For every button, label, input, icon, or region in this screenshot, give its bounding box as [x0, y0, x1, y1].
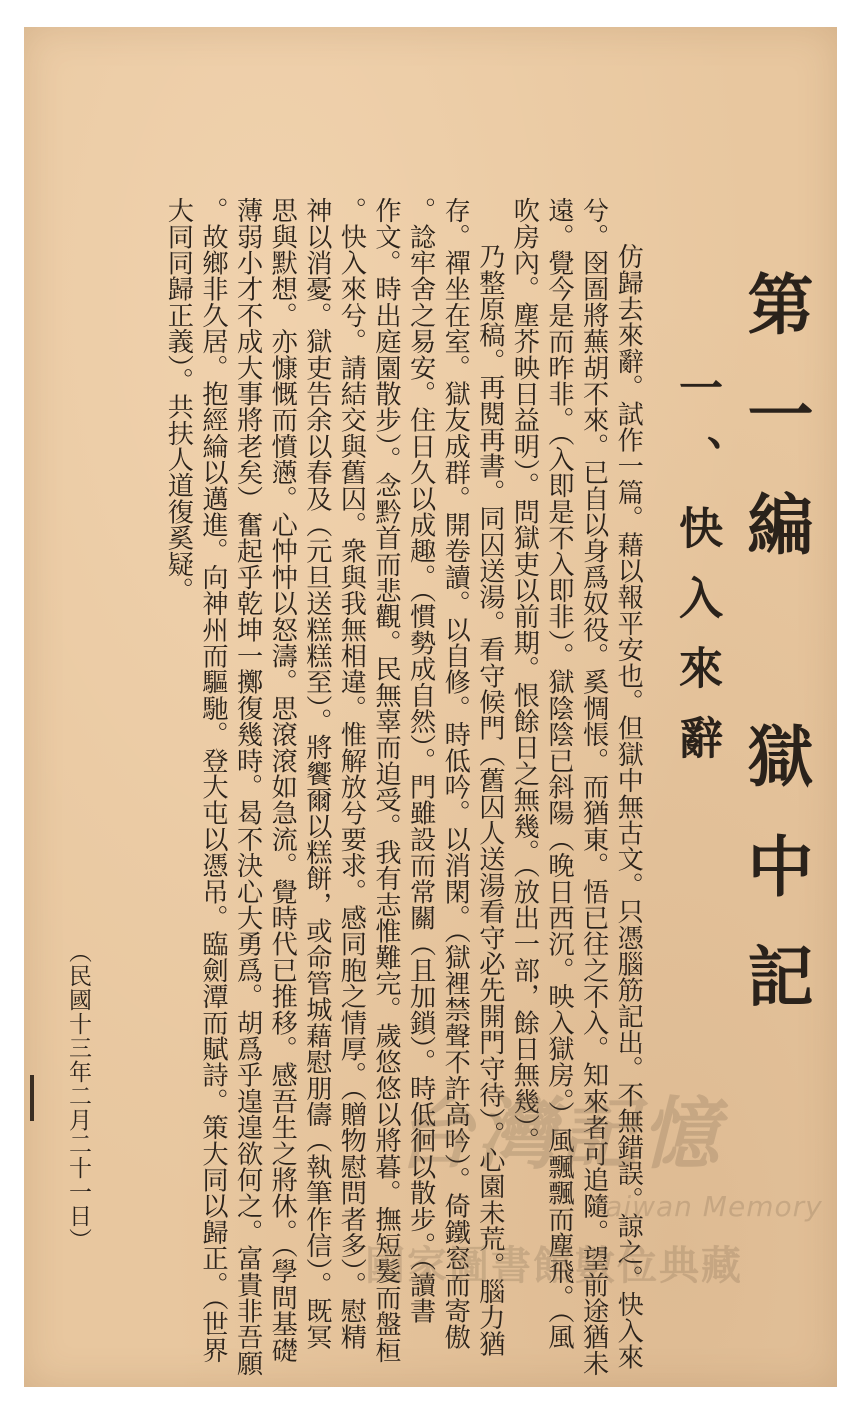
- text-column: 大同同歸正義）。共扶人道復奚疑。: [163, 197, 194, 604]
- watermark-chinese: 國家圖書館數位典藏: [365, 1243, 743, 1289]
- text-column: 。諗牢舍之易安。住日久以成趣。（慣勢成自然）。門雖設而常關（且加鎖）。時低徊以散步。（讀書: [405, 197, 436, 1324]
- text-column: 。故鄉非久居。抱經綸以邁進。向神州而驅馳。登大屯以憑吊。臨劍潭而賦詩。策大同以歸正。（世界: [198, 197, 228, 1363]
- text-column: 。快入來兮。請結交與舊囚。衆與我無相違。惟解放兮要求。感同胞之情厚。（贈物慰問者多）。慰精: [336, 197, 367, 1350]
- page-number-mark: [30, 1075, 34, 1121]
- text-column: 薄弱小才不成大事將老矣）奮起乎乾坤一擲復幾時。曷不決心大勇爲。胡爲乎遑遑欲何之。富貴非吾願: [232, 197, 263, 1376]
- chapter-title: 第一編 獄中記: [736, 270, 814, 1052]
- text-column: 作文。時出庭園散步）。念黔首而悲觀。民無辜而迫受。我有志惟難完。歲悠悠以將暮。撫短髮而盤桓: [371, 197, 401, 1363]
- text-column: 思與默想。亦慷慨而憤懣。心忡忡以怒濤。思滾滾如急流。覺時代已推移。感吾生之將休。（學問基礎: [267, 197, 298, 1363]
- date-note: （民國十三年二月二十一日）: [65, 940, 91, 1252]
- text-column: 兮。囹圄將蕪胡不來。已自以身爲奴役。奚惆悵。而猶東。悟已往之不入。知來者可追隨。望前途猶未: [578, 197, 609, 1376]
- section-title: 一、快入來辭: [671, 365, 722, 785]
- text-column: 神以消憂。獄吏告余以春及（元旦送糕糕至）。將饗爾以糕餅，或命管城藉慰朋儔（執筆作信）。既冥: [301, 197, 332, 1350]
- watermark-logo: 台灣記憶: [395, 1090, 724, 1180]
- text-column: 存。禪坐在室。獄友成群。開卷讀。以自修。時低吟。以消閑。（獄裡禁聲不許高吟）。倚鐵窓而寄傲: [440, 197, 471, 1350]
- text-column: 吹房內。塵芥映日益明）。問獄吏以前期。恨餘日之無幾。（放出一部，餘日無幾）。: [509, 197, 540, 1154]
- watermark-english: Taiwan Memory: [590, 1190, 823, 1223]
- text-column: 遠。覺今是而昨非。（入即是不入即非）。獄陰陰已斜陽（晚日西沉。映入獄房。）風飄飄而塵飛。（風: [544, 197, 574, 1350]
- text-column: 仿歸去來辭。試作一篇。藉以報平安也。但獄中無古文。只憑腦筋記出。不無錯誤。諒之。快入來: [613, 243, 644, 1370]
- book-page: [24, 27, 837, 1387]
- text-column: 乃整原稿。再閱再書。同囚送湯。看守候門（舊囚人送湯看守必先開門守待）。心園未荒。腦力猶: [474, 243, 505, 1357]
